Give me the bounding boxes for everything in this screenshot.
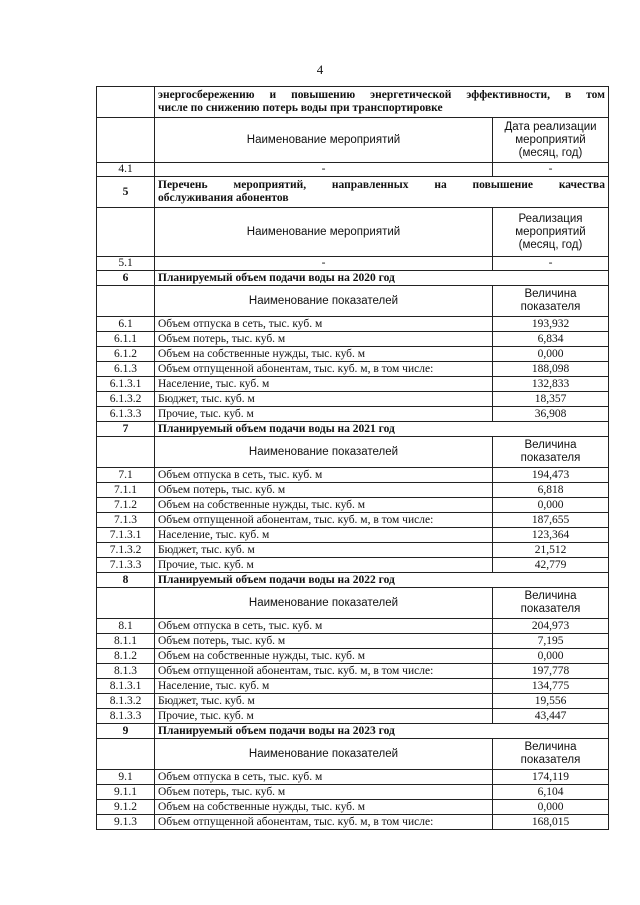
table-row [97, 317, 609, 332]
table-row [97, 785, 609, 800]
section-5-header-date-l3: (месяц, год) [518, 238, 583, 251]
row-value: 197,778 [493, 664, 609, 679]
row-name: Бюджет, тыс. куб. м [155, 694, 493, 709]
section-5-title-line2: обслуживания абонентов [158, 192, 289, 204]
section-9-header-value-l2: показателя [520, 754, 581, 766]
section-4-header-date [493, 118, 609, 163]
section-8-header-value [493, 588, 609, 619]
section-4-header-date-l2: мероприятий [515, 133, 586, 146]
table-row [97, 664, 609, 679]
section-4-row [97, 163, 609, 177]
row-value: 42,779 [493, 558, 609, 573]
table-row [97, 679, 609, 694]
section-5-header-row [97, 208, 609, 257]
row-number: 7.1.3.2 [97, 543, 155, 558]
row-value: 6,818 [493, 483, 609, 498]
row-name: Объем отпуска в сеть, тыс. куб. м [155, 770, 493, 785]
row-value: 43,447 [493, 709, 609, 724]
row-name: Объем отпущенной абонентам, тыс. куб. м, в том числе: [155, 664, 493, 679]
row-number: 9.1.1 [97, 785, 155, 800]
row-name: Объем на собственные нужды, тыс. куб. м [155, 347, 493, 362]
section-6-header-num [97, 286, 155, 317]
row-value: 134,775 [493, 679, 609, 694]
row-value: - [493, 257, 609, 271]
row-number: 7.1 [97, 468, 155, 483]
section-9-header-num [97, 739, 155, 770]
measures-table [96, 86, 609, 830]
row-name: Объем отпуска в сеть, тыс. куб. м [155, 317, 493, 332]
page-number: 4 [316, 62, 324, 77]
row-number: 6.1.3.1 [97, 377, 155, 392]
row-number: 6.1.3 [97, 362, 155, 377]
row-name: Объем отпущенной абонентам, тыс. куб. м, в том числе: [155, 815, 493, 830]
row-value: - [493, 163, 609, 177]
row-name: Население, тыс. куб. м [155, 377, 493, 392]
section-8-header-num [97, 588, 155, 619]
section-6-header-row [97, 286, 609, 317]
row-name: Объем отпущенной абонентам, тыс. куб. м, в том числе: [155, 513, 493, 528]
row-value: 123,364 [493, 528, 609, 543]
row-name: Прочие, тыс. куб. м [155, 709, 493, 724]
row-value: 194,473 [493, 468, 609, 483]
table-row [97, 634, 609, 649]
table-row [97, 498, 609, 513]
section-6-header-value [493, 286, 609, 317]
section-5-title-row [97, 177, 609, 208]
row-value: 204,973 [493, 619, 609, 634]
table-row [97, 619, 609, 634]
section-9-number: 9 [97, 724, 155, 739]
row-name: Объем потерь, тыс. куб. м [155, 785, 493, 800]
section-7-header-row [97, 437, 609, 468]
row-name: Объем потерь, тыс. куб. м [155, 483, 493, 498]
row-name: Население, тыс. куб. м [155, 528, 493, 543]
section-4-number-cell [97, 87, 155, 118]
section-7-header-value-l1: Величина [524, 439, 577, 451]
section-4-title-line1: энергосбережению и повышению энергетической эффективности, в том [158, 89, 605, 101]
section-8-header-value-l1: Величина [524, 590, 577, 602]
row-value: 168,015 [493, 815, 609, 830]
section-6-title-row [97, 271, 609, 286]
row-number: 6.1 [97, 317, 155, 332]
section-9-header-name: Наименование показателей [155, 739, 493, 770]
row-value: 188,098 [493, 362, 609, 377]
section-8-header-name: Наименование показателей [155, 588, 493, 619]
table-row [97, 468, 609, 483]
row-number: 6.1.2 [97, 347, 155, 362]
row-value: 6,834 [493, 332, 609, 347]
section-7-header-num [97, 437, 155, 468]
section-7-header-value [493, 437, 609, 468]
row-number: 8.1.3.1 [97, 679, 155, 694]
table-row [97, 543, 609, 558]
section-5-number: 5 [97, 177, 155, 208]
row-number: 7.1.3 [97, 513, 155, 528]
table-row [97, 694, 609, 709]
table-row [97, 347, 609, 362]
row-number: 8.1.3 [97, 664, 155, 679]
row-name: Объем отпущенной абонентам, тыс. куб. м, в том числе: [155, 362, 493, 377]
table-row [97, 392, 609, 407]
section-5-header-name: Наименование мероприятий [155, 208, 493, 257]
section-7-number: 7 [97, 422, 155, 437]
section-7-header-value-l2: показателя [520, 452, 581, 464]
section-6-header-name: Наименование показателей [155, 286, 493, 317]
section-5-header-date [493, 208, 609, 257]
table-row [97, 332, 609, 347]
row-number: 8.1.3.3 [97, 709, 155, 724]
section-6-header-value-l1: Величина [524, 288, 577, 300]
row-value: 0,000 [493, 649, 609, 664]
section-7-title-row [97, 422, 609, 437]
row-name: Объем потерь, тыс. куб. м [155, 332, 493, 347]
row-number: 8.1.3.2 [97, 694, 155, 709]
row-number: 7.1.1 [97, 483, 155, 498]
row-name: Объем на собственные нужды, тыс. куб. м [155, 649, 493, 664]
section-9-title-row [97, 724, 609, 739]
table-row [97, 815, 609, 830]
section-8-title-row [97, 573, 609, 588]
row-value: 132,833 [493, 377, 609, 392]
row-name: Население, тыс. куб. м [155, 679, 493, 694]
table-row [97, 377, 609, 392]
row-value: 193,932 [493, 317, 609, 332]
section-6-number: 6 [97, 271, 155, 286]
row-number: 9.1 [97, 770, 155, 785]
section-8-title: Планируемый объем подачи воды на 2022 год [155, 573, 609, 588]
row-name: Объем отпуска в сеть, тыс. куб. м [155, 619, 493, 634]
section-5-header-date-l2: мероприятий [515, 225, 586, 238]
row-value: 187,655 [493, 513, 609, 528]
row-number: 6.1.1 [97, 332, 155, 347]
row-value: 7,195 [493, 634, 609, 649]
section-9-header-value [493, 739, 609, 770]
table-row [97, 649, 609, 664]
row-number: 8.1 [97, 619, 155, 634]
row-number: 6.1.3.3 [97, 407, 155, 422]
section-4-header-date-l3: (месяц, год) [518, 146, 583, 159]
section-9-header-value-l1: Величина [524, 741, 577, 753]
row-name: Объем на собственные нужды, тыс. куб. м [155, 498, 493, 513]
table-row [97, 770, 609, 785]
table-row [97, 407, 609, 422]
table-row [97, 709, 609, 724]
row-number: 9.1.2 [97, 800, 155, 815]
section-5-title [155, 177, 609, 208]
section-7-header-name: Наименование показателей [155, 437, 493, 468]
row-value: 0,000 [493, 498, 609, 513]
row-value: 6,104 [493, 785, 609, 800]
section-5-row [97, 257, 609, 271]
section-9-header-row [97, 739, 609, 770]
table-row [97, 558, 609, 573]
row-value: 18,357 [493, 392, 609, 407]
section-4-header-name: Наименование мероприятий [155, 118, 493, 163]
row-value: 0,000 [493, 800, 609, 815]
row-name: Объем на собственные нужды, тыс. куб. м [155, 800, 493, 815]
row-name: Объем отпуска в сеть, тыс. куб. м [155, 468, 493, 483]
section-8-header-value-l2: показателя [520, 603, 581, 615]
row-number: 4.1 [97, 163, 155, 177]
table-row [97, 483, 609, 498]
row-value: 174,119 [493, 770, 609, 785]
section-4-header-row [97, 118, 609, 163]
section-4-header-date-l1: Дата реализации [504, 120, 597, 133]
section-6-title: Планируемый объем подачи воды на 2020 год [155, 271, 609, 286]
section-7-title: Планируемый объем подачи воды на 2021 год [155, 422, 609, 437]
row-value: 0,000 [493, 347, 609, 362]
row-name: - [155, 163, 493, 177]
row-value: 19,556 [493, 694, 609, 709]
row-number: 8.1.1 [97, 634, 155, 649]
row-name: - [155, 257, 493, 271]
row-number: 7.1.3.1 [97, 528, 155, 543]
row-name: Прочие, тыс. куб. м [155, 407, 493, 422]
row-name: Бюджет, тыс. куб. м [155, 392, 493, 407]
row-name: Прочие, тыс. куб. м [155, 558, 493, 573]
section-4-title-row [97, 87, 609, 118]
section-9-title: Планируемый объем подачи воды на 2023 год [155, 724, 609, 739]
section-5-header-date-l1: Реализация [518, 212, 583, 225]
row-number: 6.1.3.2 [97, 392, 155, 407]
section-8-number: 8 [97, 573, 155, 588]
section-6-header-value-l2: показателя [520, 301, 581, 313]
section-8-header-row [97, 588, 609, 619]
table-row [97, 800, 609, 815]
section-4-title-line2: числе по снижению потерь воды при транспортировке [158, 102, 443, 114]
row-name: Бюджет, тыс. куб. м [155, 543, 493, 558]
table-row [97, 513, 609, 528]
row-number: 7.1.3.3 [97, 558, 155, 573]
section-5-header-num [97, 208, 155, 257]
row-number: 7.1.2 [97, 498, 155, 513]
table-row [97, 528, 609, 543]
row-value: 21,512 [493, 543, 609, 558]
row-number: 9.1.3 [97, 815, 155, 830]
section-5-title-line1: Перечень мероприятий, направленных на повышение качества [158, 179, 605, 191]
row-name: Объем потерь, тыс. куб. м [155, 634, 493, 649]
row-number: 5.1 [97, 257, 155, 271]
section-4-title [155, 87, 609, 118]
row-number: 8.1.2 [97, 649, 155, 664]
section-4-header-num [97, 118, 155, 163]
table-row [97, 362, 609, 377]
row-value: 36,908 [493, 407, 609, 422]
